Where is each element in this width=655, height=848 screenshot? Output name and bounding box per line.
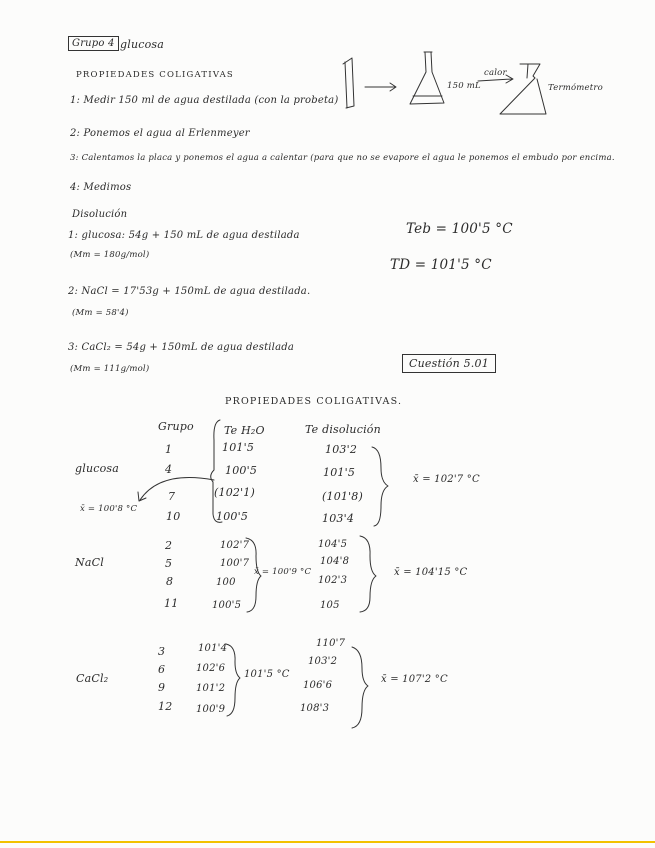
grupo-cell: 10 bbox=[166, 510, 181, 523]
volume-label: 150 mL bbox=[447, 81, 481, 91]
grupo-cell: 8 bbox=[166, 575, 174, 588]
te-h2o-cell: 101'2 bbox=[196, 683, 226, 694]
mean-dis-cacl2: x̄ = 107'2 °C bbox=[381, 674, 448, 685]
thermometer-label: Termómetro bbox=[548, 83, 603, 93]
te-h2o-cell: 100'5 bbox=[216, 510, 249, 523]
step-3: 3: Calentamos la placa y ponemos el agua a calentar (para que no se evapore el agua le ponemos el embudo por encima. bbox=[70, 153, 615, 163]
bracket-icon bbox=[246, 538, 261, 612]
flask-icon bbox=[410, 52, 444, 104]
te-h2o-cell: 100'7 bbox=[220, 558, 250, 569]
step-1: 1: Medir 150 ml de agua destilada (con la probeta) bbox=[70, 95, 339, 106]
disolucion-3: 3: CaCl₂ = 54g + 150mL de agua destilada bbox=[68, 342, 295, 353]
te-dis-cell: 104'5 bbox=[318, 539, 348, 550]
te-h2o-cell: 100'5 bbox=[212, 600, 242, 611]
te-dis-cell: 110'7 bbox=[316, 638, 346, 649]
disolucion-2-mm: (Mm = 58'4) bbox=[72, 308, 129, 318]
arrow-icon bbox=[365, 83, 396, 91]
te-dis-cell: 105 bbox=[320, 600, 340, 611]
te-dis-cell: 101'5 bbox=[323, 466, 356, 479]
te-h2o-cell: 101'4 bbox=[198, 643, 228, 654]
disolucion-title: Disolución bbox=[72, 209, 128, 220]
disolucion-1-mm: (Mm = 180g/mol) bbox=[70, 250, 150, 260]
step-4: 4: Medimos bbox=[70, 182, 132, 193]
te-dis-cell: 104'8 bbox=[320, 556, 350, 567]
grupo-cell: 6 bbox=[158, 663, 166, 676]
substance-cacl2: CaCl₂ bbox=[76, 672, 109, 685]
bracket-icon bbox=[352, 647, 368, 728]
grupo-cell: 7 bbox=[168, 490, 176, 503]
grupo-cell: 3 bbox=[158, 645, 166, 658]
table-title: PROPIEDADES COLIGATIVAS. bbox=[225, 396, 403, 407]
te-h2o-cell: 100'9 bbox=[196, 704, 226, 715]
te-dis-cell: 103'2 bbox=[308, 656, 338, 667]
te-dis-cell: 106'6 bbox=[303, 680, 333, 691]
te-h2o-cell: 102'6 bbox=[196, 663, 226, 674]
grupo-cell: 5 bbox=[165, 557, 173, 570]
disolucion-3-mm: (Mm = 111g/mol) bbox=[70, 364, 150, 374]
col-grupo: Grupo bbox=[158, 420, 194, 433]
te-dis-cell: (101'8) bbox=[322, 490, 364, 503]
te-dis-cell: 103'2 bbox=[325, 443, 358, 456]
teb-value: Teb = 100'5 °C bbox=[406, 221, 513, 237]
grupo-cell: 4 bbox=[165, 463, 173, 476]
col-te-h2o: Te H₂O bbox=[224, 424, 265, 437]
substance-nacl: NaCl bbox=[75, 556, 104, 569]
te-dis-cell: 103'4 bbox=[322, 512, 355, 525]
group-box: Grupo 4 bbox=[68, 36, 119, 51]
td-value: TD = 101'5 °C bbox=[390, 257, 492, 273]
te-h2o-cell: 100'5 bbox=[225, 464, 258, 477]
mean-dis-glucosa: x̄ = 102'7 °C bbox=[413, 474, 480, 485]
col-te-disolucion: Te disolución bbox=[305, 423, 381, 436]
te-h2o-cell: 102'7 bbox=[220, 540, 250, 551]
mean-h2o-cacl2: 101'5 °C bbox=[244, 669, 290, 680]
grupo-cell: 2 bbox=[165, 539, 173, 552]
grupo-cell: 9 bbox=[158, 681, 166, 694]
page-edge bbox=[0, 841, 655, 843]
te-dis-cell: 102'3 bbox=[318, 575, 348, 586]
grupo-cell: 1 bbox=[165, 443, 173, 456]
bracket-icon bbox=[360, 536, 376, 612]
grupo-cell: 12 bbox=[158, 700, 173, 713]
te-h2o-cell: (102'1) bbox=[214, 486, 256, 499]
te-h2o-cell: 100 bbox=[216, 577, 236, 588]
substance-header: glucosa bbox=[120, 38, 165, 51]
bracket-icon bbox=[372, 447, 388, 526]
bracket-icon bbox=[211, 420, 222, 522]
bracket-icon bbox=[226, 644, 240, 716]
mean-dis-nacl: x̄ = 104'15 °C bbox=[394, 567, 468, 578]
flask-icon bbox=[500, 64, 546, 114]
te-h2o-cell: 101'5 bbox=[222, 441, 255, 454]
disolucion-2: 2: NaCl = 17'53g + 150mL de agua destilada. bbox=[68, 286, 311, 297]
heat-label: calor bbox=[484, 68, 507, 78]
cuestion-box: Cuestión 5.01 bbox=[402, 354, 496, 373]
te-dis-cell: 108'3 bbox=[300, 703, 330, 714]
page-title: PROPIEDADES COLIGATIVAS bbox=[76, 70, 234, 80]
grupo-cell: 11 bbox=[164, 597, 179, 610]
arrow-icon bbox=[138, 478, 214, 502]
arrow-icon bbox=[478, 75, 513, 83]
step-2: 2: Ponemos el agua al Erlenmeyer bbox=[70, 128, 250, 139]
mean-h2o-nacl: x̄ = 100'9 °C bbox=[254, 567, 312, 577]
substance-glucosa: glucosa bbox=[75, 462, 120, 475]
mean-h2o-glucosa: x̄ = 100'8 °C bbox=[80, 504, 138, 514]
disolucion-1: 1: glucosa: 54g + 150 mL de agua destilada bbox=[68, 230, 300, 241]
cylinder-icon bbox=[343, 58, 354, 108]
